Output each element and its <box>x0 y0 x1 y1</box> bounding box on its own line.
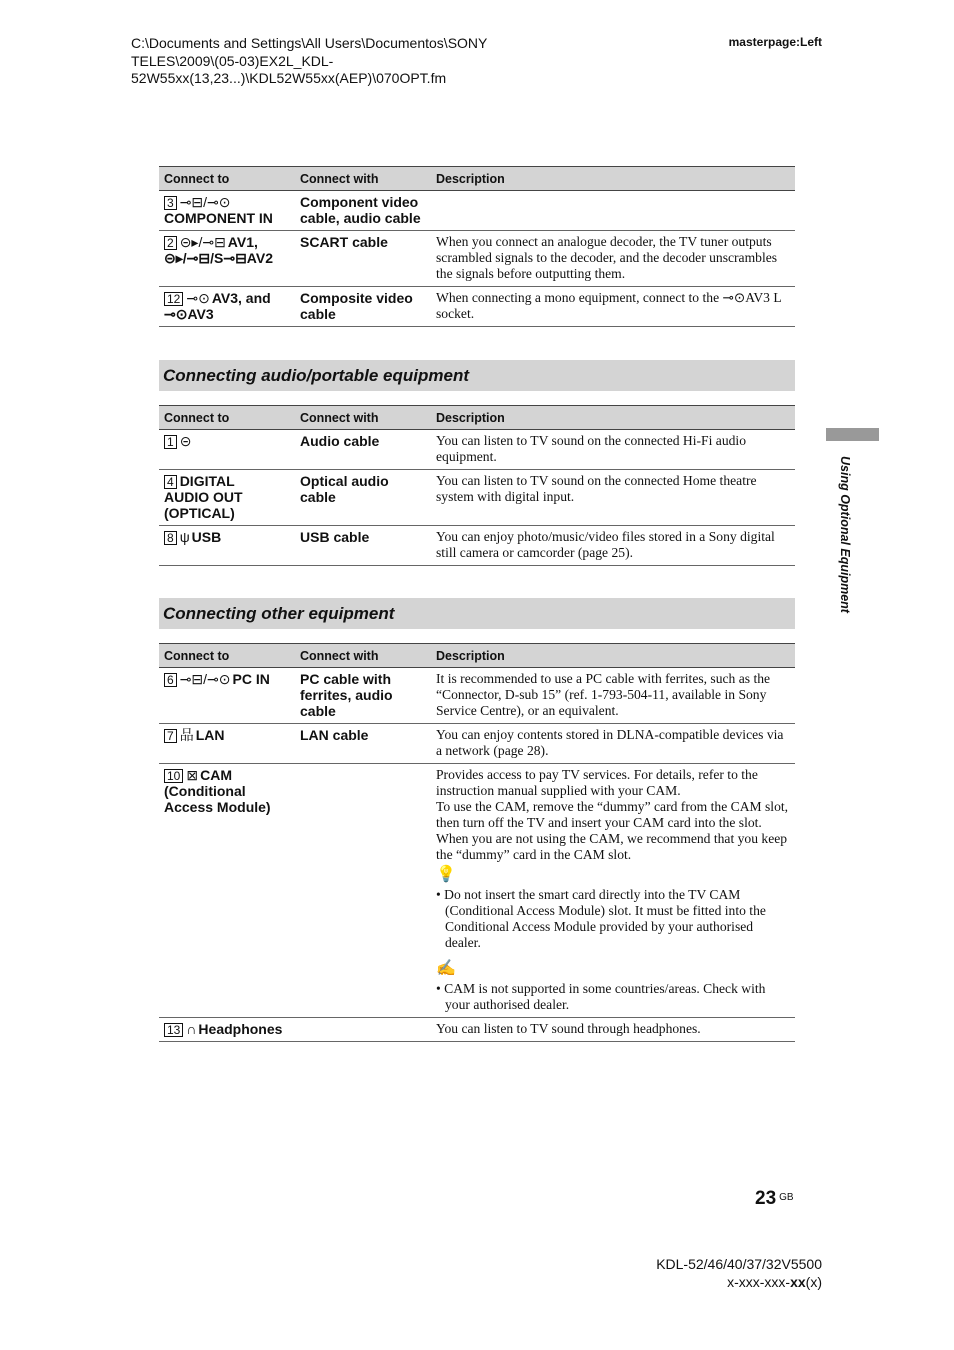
page-language-code: GB <box>779 1192 794 1203</box>
description-cell: When connecting a mono equipment, connect to the ⊸⊙AV3 L socket. <box>431 287 795 327</box>
table-header <box>159 644 795 668</box>
terminal-number: 10 <box>164 769 183 783</box>
part-code-prefix: x-xxx-xxx- <box>727 1274 791 1290</box>
header-description: Description <box>431 644 795 668</box>
description-cell: When you connect an analogue decoder, the TV tuner outputs scrambled signals to the decoder, and the decoder unscrambles the signals before outputting them. <box>431 231 795 287</box>
description-cell <box>431 191 795 231</box>
connect-to-label: PC IN <box>232 671 270 687</box>
part-code-suffix: (x) <box>805 1274 822 1290</box>
terminal-number: 1 <box>164 435 177 449</box>
connect-to-cell <box>159 430 295 470</box>
connect-to-cell <box>159 470 295 526</box>
connect-to-label: AV3, and <box>211 290 271 306</box>
pc-in-icon: ⊸⊟/⊸⊙ <box>179 671 231 687</box>
lan-icon: 品 <box>179 727 194 743</box>
header-connect-with: Connect with <box>295 644 431 668</box>
model-number: KDL-52/46/40/37/32V5500 <box>656 1256 822 1272</box>
tip-icon: 💡 <box>436 866 456 883</box>
video-in-icon: ⊸⊙ <box>186 290 210 306</box>
note-text: • CAM is not supported in some countries/areas. Check with your authorised dealer. <box>436 981 766 1012</box>
header-connect-with: Connect with <box>295 406 431 430</box>
video-connections-table <box>159 166 795 327</box>
terminal-number: 8 <box>164 531 177 545</box>
table-row <box>159 526 795 566</box>
table-row <box>159 287 795 327</box>
terminal-number: 3 <box>164 196 177 210</box>
description-cell: You can listen to TV sound through headphones. <box>431 1018 795 1042</box>
page-number-value: 23 <box>755 1188 777 1209</box>
table-row <box>159 231 795 287</box>
description-cell: You can listen to TV sound on the connected Hi-Fi audio equipment. <box>431 430 795 470</box>
table-row <box>159 430 795 470</box>
tip-text: • Do not insert the smart card directly into the TV CAM (Conditional Access Module) slot. It must be fitted into the Conditional Access Module provided by your authorised dealer. <box>436 887 766 950</box>
connect-with-cell: Audio cable <box>295 430 431 470</box>
connect-to-label-line2: AUDIO OUT (OPTICAL) <box>164 489 243 521</box>
connect-to-label: AV1, <box>227 234 258 250</box>
description-cell <box>431 764 795 1018</box>
header-connect-with: Connect with <box>295 167 431 191</box>
headphones-icon: ∩ <box>186 1021 197 1037</box>
connect-to-cell <box>159 764 295 1018</box>
terminal-number: 12 <box>164 292 183 306</box>
connect-to-label: LAN <box>195 727 225 743</box>
connect-to-label-line2: COMPONENT IN <box>164 210 273 226</box>
sidebar-tab-marker <box>826 428 879 441</box>
other-connections-table <box>159 643 795 1042</box>
component-in-icon: ⊸⊟/⊸⊙ <box>179 194 231 210</box>
table-header <box>159 167 795 191</box>
description-cell: You can enjoy contents stored in DLNA-compatible devices via a network (page 28). <box>431 724 795 764</box>
table-row <box>159 1018 795 1042</box>
audio-out-icon: ⊝ <box>179 433 192 449</box>
connect-with-cell: PC cable with ferrites, audio cable <box>295 668 431 724</box>
part-code <box>656 1273 822 1291</box>
table-row <box>159 470 795 526</box>
connect-to-label-line2: (Conditional Access Module) <box>164 783 271 815</box>
audio-connections-table <box>159 405 795 566</box>
scart-icon: ⊝▸/⊸⊟ <box>179 234 226 250</box>
description-cell: It is recommended to use a PC cable with ferrites, such as the “Connector, D-sub 15” (ref. 1-793-504-11, available in Sony Service Centre), or an equivalent. <box>431 668 795 724</box>
part-code-bold: xx <box>790 1274 806 1290</box>
header-description: Description <box>431 406 795 430</box>
connect-with-cell: Optical audio cable <box>295 470 431 526</box>
terminal-number: 7 <box>164 729 177 743</box>
connect-to-label-line2: ⊸⊙AV3 <box>164 306 214 322</box>
connect-to-label: USB <box>191 529 222 545</box>
section-heading-audio: Connecting audio/portable equipment <box>159 360 795 391</box>
header-connect-to: Connect to <box>159 406 295 430</box>
connect-to-label: Headphones <box>198 1021 283 1037</box>
connect-to-cell <box>159 231 295 287</box>
file-path: C:\Documents and Settings\All Users\Documentos\SONY TELES\2009\(05-03)EX2L_KDL- 52W55xx(13,23...)\KDL52W55xx(AEP)\070OPT.fm <box>131 35 488 86</box>
section-heading-other: Connecting other equipment <box>159 598 795 629</box>
terminal-number: 2 <box>164 236 177 250</box>
page-number <box>755 1188 794 1210</box>
connect-to-cell <box>159 1018 431 1042</box>
table-row <box>159 764 795 1018</box>
table-row <box>159 724 795 764</box>
connect-to-label: DIGITAL <box>179 473 235 489</box>
table-header <box>159 406 795 430</box>
table-row <box>159 191 795 231</box>
connect-to-cell <box>159 287 295 327</box>
cam-icon: ⊠ <box>186 767 199 783</box>
connect-with-cell: Composite video cable <box>295 287 431 327</box>
cam-instructions: To use the CAM, remove the “dummy” card from the CAM slot, then turn off the TV and insert your CAM card into the slot. When you are not using the CAM, we recommend that you keep the “dummy” card in the CAM slot. <box>436 799 789 862</box>
connect-to-cell <box>159 526 295 566</box>
masterpage-label: masterpage:Left <box>728 35 822 49</box>
description-cell: You can enjoy photo/music/video files stored in a Sony digital still camera or camcorder (page 25). <box>431 526 795 566</box>
connect-to-cell <box>159 191 295 231</box>
header-connect-to: Connect to <box>159 167 295 191</box>
sidebar-section-label: Using Optional Equipment <box>838 456 852 613</box>
connect-to-label: CAM <box>200 767 232 783</box>
terminal-number: 13 <box>164 1023 183 1037</box>
connect-to-cell <box>159 668 295 724</box>
table-row <box>159 668 795 724</box>
connect-to-cell <box>159 724 295 764</box>
connect-with-cell: Component video cable, audio cable <box>295 191 431 231</box>
note-icon: ✍ <box>436 960 456 977</box>
terminal-number: 6 <box>164 673 177 687</box>
terminal-number: 4 <box>164 475 177 489</box>
connect-with-cell: USB cable <box>295 526 431 566</box>
header-connect-to: Connect to <box>159 644 295 668</box>
usb-icon: ψ <box>179 529 190 545</box>
connect-to-label-line2: ⊝▸/⊸⊟/S⊸⊟AV2 <box>164 250 273 266</box>
cam-description: Provides access to pay TV services. For details, refer to the instruction manual supplied with your CAM. <box>436 767 758 798</box>
connect-with-cell <box>295 764 431 1018</box>
description-cell: You can listen to TV sound on the connected Home theatre system with digital input. <box>431 470 795 526</box>
connect-with-cell: LAN cable <box>295 724 431 764</box>
model-info <box>656 1255 822 1291</box>
connect-with-cell: SCART cable <box>295 231 431 287</box>
header-description: Description <box>431 167 795 191</box>
